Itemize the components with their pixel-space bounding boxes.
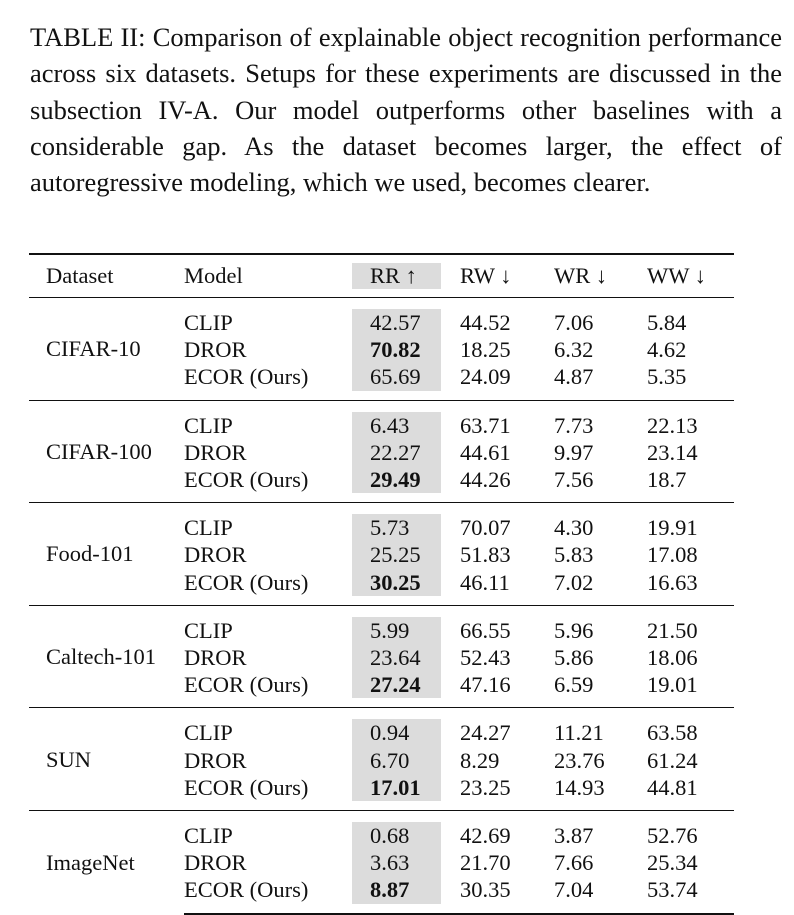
ww-value: 5.84 — [647, 310, 687, 335]
rr-value: 27.24 — [352, 671, 441, 698]
model-name: ECOR (Ours) — [184, 774, 309, 800]
model-name: DROR — [184, 747, 247, 773]
ww-value: 44.81 — [647, 774, 698, 800]
rr-value: 6.70 — [352, 747, 441, 774]
table-row — [29, 811, 734, 850]
ww-value: 19.01 — [647, 672, 698, 698]
rr-cell — [352, 876, 460, 913]
rw-value: 23.25 — [460, 774, 511, 800]
header-ww: WW ↓ — [647, 263, 706, 289]
rr-cell — [352, 671, 460, 708]
rw-value: 8.29 — [460, 747, 500, 773]
model-name: CLIP — [184, 708, 352, 747]
ww-value: 61.24 — [647, 747, 698, 773]
wr-value: 11.21 — [554, 708, 647, 747]
results-table — [29, 253, 734, 915]
wr-value: 14.93 — [554, 774, 605, 800]
rw-value: 44.61 — [460, 439, 511, 465]
results-table-container — [29, 253, 734, 915]
rw-value: 63.71 — [460, 400, 554, 439]
rr-value: 5.73 — [352, 514, 441, 541]
rr-cell — [352, 811, 460, 850]
rr-value: 22.27 — [352, 439, 441, 466]
rr-cell — [352, 774, 460, 811]
rw-value: 70.07 — [460, 503, 554, 542]
ww-value: 53.74 — [647, 876, 734, 913]
wr-value: 7.73 — [554, 400, 647, 439]
model-name: ECOR (Ours) — [184, 569, 309, 595]
model-name: ECOR (Ours) — [184, 467, 309, 493]
rr-cell — [352, 439, 460, 466]
rw-value: 24.09 — [460, 364, 511, 390]
rw-value: 47.16 — [460, 672, 511, 698]
header-wr: WR ↓ — [554, 263, 608, 289]
rw-value: 21.70 — [460, 850, 511, 876]
model-name: DROR — [184, 337, 247, 363]
dataset-group — [29, 605, 734, 708]
ww-value: 5.35 — [647, 364, 687, 390]
rr-value: 0.68 — [352, 822, 441, 849]
model-name: CLIP — [184, 503, 352, 542]
rr-cell — [352, 336, 460, 363]
rr-cell — [352, 466, 460, 503]
rr-cell — [352, 644, 460, 671]
rr-cell — [352, 363, 460, 400]
dataset-name: CIFAR-10 — [46, 336, 141, 362]
rw-value: 46.11 — [460, 569, 510, 595]
ww-value: 22.13 — [647, 400, 734, 439]
ww-value: 23.14 — [647, 439, 698, 465]
model-name: ECOR (Ours) — [184, 672, 309, 698]
model-name: DROR — [184, 439, 247, 465]
ww-value: 4.62 — [647, 337, 687, 363]
dataset-name: CIFAR-100 — [29, 400, 184, 503]
dataset-name: Food-101 — [29, 503, 184, 606]
table-row — [29, 708, 734, 747]
rr-cell — [352, 541, 460, 568]
wr-value: 5.86 — [554, 645, 594, 671]
wr-value: 5.96 — [554, 605, 647, 644]
model-name: DROR — [184, 645, 247, 671]
wr-value: 7.06 — [554, 310, 594, 335]
rr-cell — [352, 569, 460, 606]
dataset-name: ImageNet — [29, 811, 184, 914]
ww-value: 25.34 — [647, 850, 698, 876]
rw-value: 44.26 — [460, 467, 511, 493]
rr-value: 29.49 — [352, 466, 441, 493]
rr-value: 25.25 — [352, 541, 441, 568]
rw-value: 44.52 — [460, 310, 511, 335]
rr-cell — [352, 503, 460, 542]
model-name: CLIP — [184, 811, 352, 850]
rr-value: 5.99 — [352, 617, 441, 644]
rr-cell — [352, 849, 460, 876]
wr-value: 9.97 — [554, 439, 594, 465]
ww-value: 21.50 — [647, 605, 734, 644]
wr-value: 7.66 — [554, 850, 594, 876]
model-name: ECOR (Ours) — [184, 876, 352, 913]
header-model: Model — [184, 263, 243, 289]
rr-value: 6.43 — [352, 412, 441, 439]
rw-value: 66.55 — [460, 605, 554, 644]
rr-value: 42.57 — [352, 309, 441, 336]
wr-value: 3.87 — [554, 811, 647, 850]
rw-value: 42.69 — [460, 811, 554, 850]
dataset-group — [29, 708, 734, 811]
rr-value: 3.63 — [352, 849, 441, 876]
ww-value: 16.63 — [647, 569, 698, 595]
header-dataset: Dataset — [46, 263, 114, 289]
ww-value: 17.08 — [647, 542, 698, 568]
rw-value: 30.35 — [460, 876, 554, 913]
ww-value: 18.7 — [647, 467, 687, 493]
rr-cell — [352, 708, 460, 747]
table-caption: TABLE II: Comparison of explainable object recognition performance across six datasets. Setups for these experiments are discussed in the subsection IV-A. Our model outperforms other baselines with a considerable gap. As the dataset becomes larger, the effect of autoregressive modeling, which we used, becomes clearer. — [30, 22, 782, 198]
rr-value: 8.87 — [352, 876, 441, 903]
rw-value: 18.25 — [460, 337, 511, 363]
model-name: DROR — [184, 850, 247, 876]
wr-value: 7.02 — [554, 569, 594, 595]
rr-value: 0.94 — [352, 719, 441, 746]
ww-value: 63.58 — [647, 708, 734, 747]
model-name: CLIP — [184, 310, 233, 335]
dataset-name: SUN — [29, 708, 184, 811]
model-name: CLIP — [184, 400, 352, 439]
wr-value: 4.87 — [554, 364, 594, 390]
dataset-group — [29, 503, 734, 606]
dataset-group — [29, 811, 734, 914]
rw-value: 51.83 — [460, 542, 511, 568]
table-row — [29, 605, 734, 644]
model-name: DROR — [184, 542, 247, 568]
model-name: CLIP — [184, 605, 352, 644]
rr-cell — [352, 400, 460, 439]
wr-value: 6.32 — [554, 337, 594, 363]
dataset-group — [29, 400, 734, 503]
wr-value: 4.30 — [554, 503, 647, 542]
rr-cell — [352, 605, 460, 644]
model-name: ECOR (Ours) — [184, 364, 309, 390]
rr-value: 70.82 — [352, 336, 441, 363]
table-header — [29, 254, 734, 298]
rr-value: 30.25 — [352, 569, 441, 596]
rw-value: 24.27 — [460, 708, 554, 747]
rr-cell — [352, 298, 460, 337]
table-row — [29, 503, 734, 542]
wr-value: 7.04 — [554, 876, 647, 913]
header-rr — [352, 254, 460, 298]
header-rw: RW ↓ — [460, 263, 512, 289]
wr-value: 5.83 — [554, 542, 594, 568]
rr-value: 65.69 — [352, 363, 441, 390]
dataset-name: Caltech-101 — [29, 605, 184, 708]
rr-value: 17.01 — [352, 774, 441, 801]
wr-value: 6.59 — [554, 672, 594, 698]
wr-value: 23.76 — [554, 747, 605, 773]
ww-value: 18.06 — [647, 645, 698, 671]
table-row — [29, 400, 734, 439]
rr-value: 23.64 — [352, 644, 441, 671]
rr-cell — [352, 747, 460, 774]
rw-value: 52.43 — [460, 645, 511, 671]
ww-value: 52.76 — [647, 811, 734, 850]
ww-value: 19.91 — [647, 503, 734, 542]
dataset-group — [29, 298, 734, 401]
header-rr-label: RR ↑ — [352, 263, 441, 289]
wr-value: 7.56 — [554, 467, 594, 493]
table-row — [29, 298, 734, 337]
